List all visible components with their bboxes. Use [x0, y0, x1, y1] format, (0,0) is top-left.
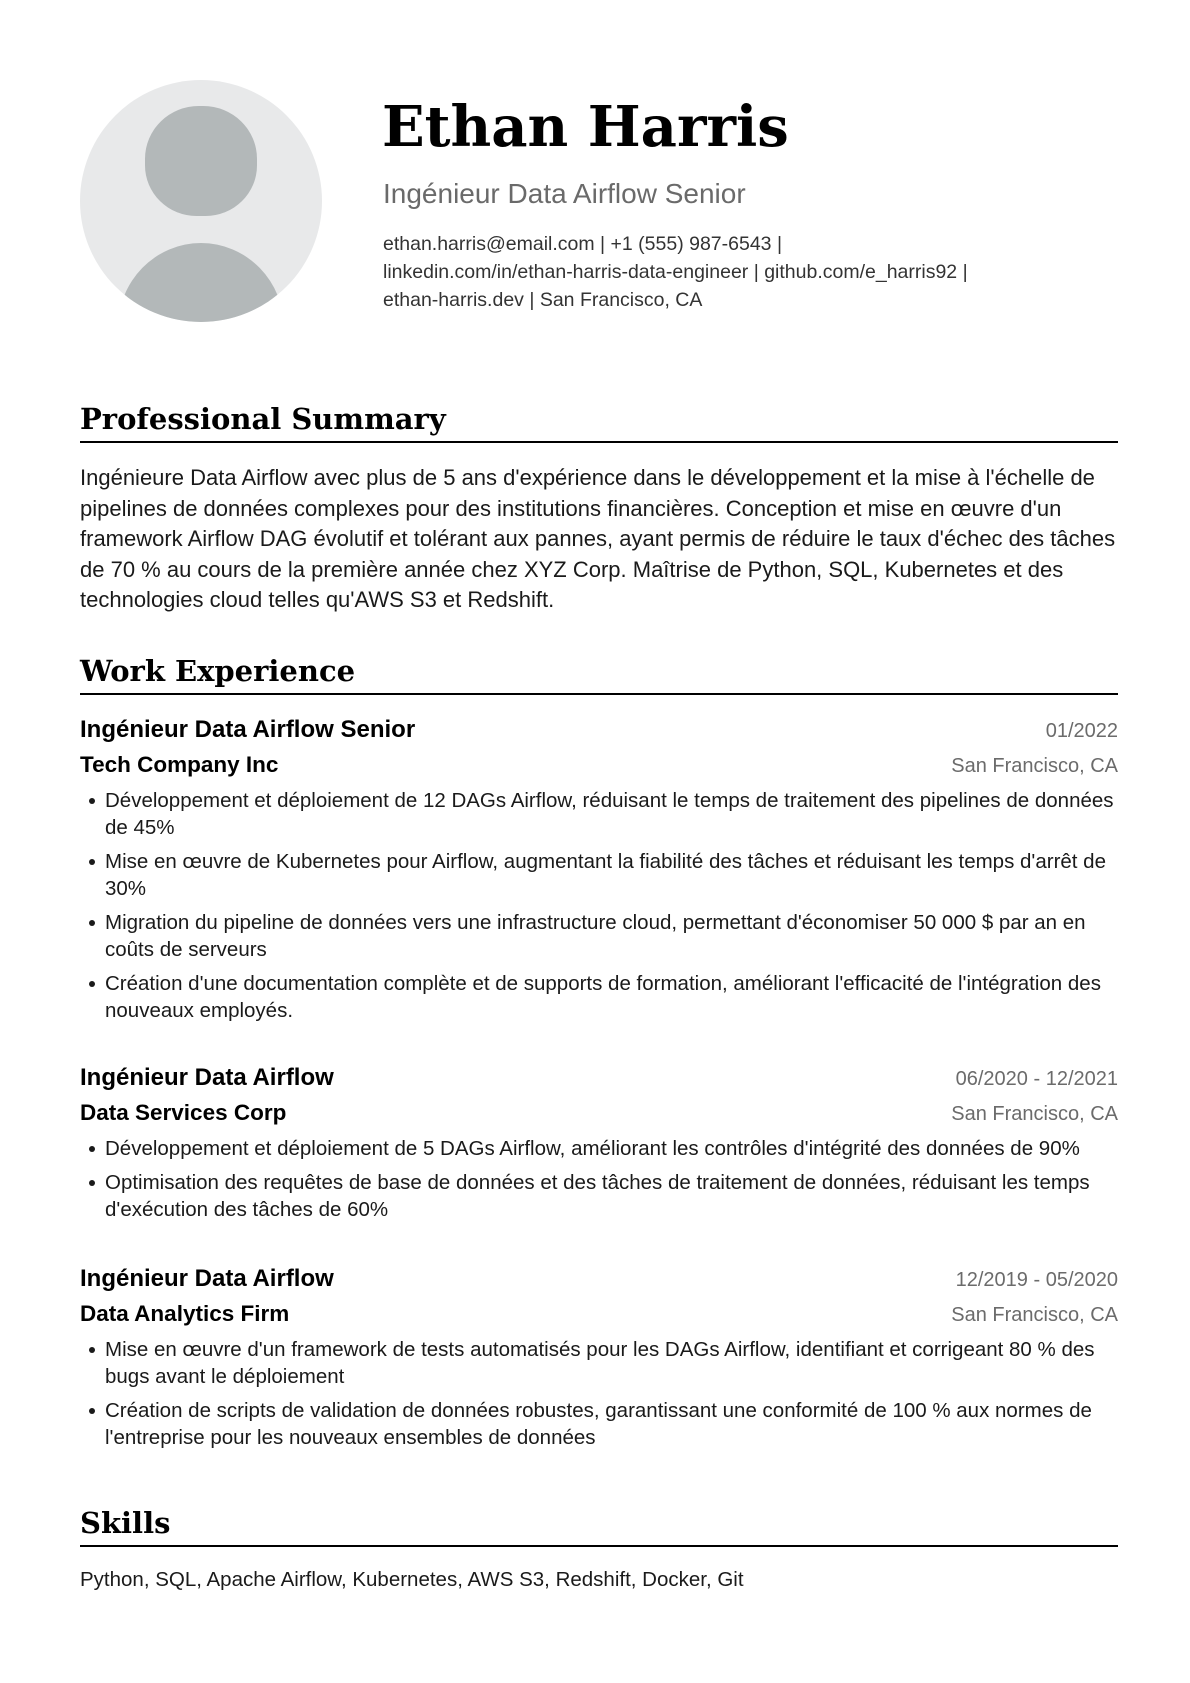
job-company: Data Services Corp [80, 1100, 287, 1125]
bullet-text: Migration du pipeline de données vers une infrastructure cloud, permettant d'économiser 50 000 $ par an en coûts de serveurs [105, 911, 1086, 961]
job-bullets [80, 787, 1118, 1024]
job-location: San Francisco, CA [951, 755, 1118, 777]
bullet-text: Mise en œuvre d'un framework de tests automatisés pour les DAGs Airflow, identifiant et corrigeant 80 % des bugs avant le déploiement [105, 1338, 1095, 1388]
section-heading-skills: Skills [80, 1505, 1118, 1547]
job-entry [80, 1061, 1118, 1230]
list-item [80, 1336, 1118, 1390]
contact-separator: | [771, 233, 783, 255]
list-item [80, 1169, 1118, 1223]
candidate-name: Ethan Harris [382, 94, 789, 160]
job-title: Ingénieur Data Airflow [80, 1064, 334, 1091]
contact-separator: | [523, 289, 540, 311]
job-location: San Francisco, CA [951, 1103, 1118, 1125]
candidate-title: Ingénieur Data Airflow Senior [383, 178, 746, 209]
bullet-text: Développement et déploiement de 5 DAGs Airflow, améliorant les contrôles d'intégrité des données de 90% [105, 1137, 1080, 1160]
bullet-icon [89, 920, 95, 926]
contact-email[interactable]: ethan.harris@email.com [383, 233, 595, 255]
job-title: Ingénieur Data Airflow Senior [80, 716, 416, 743]
contact-github[interactable]: github.com/e_harris92 [764, 261, 958, 283]
job-date: 06/2020 - 12/2021 [955, 1068, 1118, 1090]
bullet-text: Mise en œuvre de Kubernetes pour Airflow, augmentant la fiabilité des tâches et réduisant les temps d'arrêt de 30% [105, 850, 1106, 900]
bullet-icon [89, 981, 95, 987]
job-entry [80, 713, 1118, 1031]
job-bullets [80, 1336, 1118, 1451]
section-heading-summary: Professional Summary [80, 401, 1118, 443]
skills-list: Python, SQL, Apache Airflow, Kubernetes, AWS S3, Redshift, Docker, Git [80, 1568, 744, 1591]
bullet-icon [89, 859, 95, 865]
bullet-text: Création d'une documentation complète et de supports de formation, améliorant l'efficacité de l'intégration des nouveaux employés. [105, 972, 1101, 1022]
avatar-placeholder [80, 80, 322, 322]
contact-separator: | [748, 261, 765, 283]
list-item [80, 970, 1118, 1024]
contact-location: San Francisco, CA [539, 289, 703, 311]
list-item [80, 909, 1118, 963]
bullet-text: Création de scripts de validation de données robustes, garantissant une conformité de 100 % aux normes de l'entreprise pour les nouveaux ensembles de données [105, 1399, 1092, 1449]
contact-info [383, 230, 1083, 314]
job-company: Data Analytics Firm [80, 1301, 290, 1326]
list-item [80, 1135, 1118, 1162]
bullet-icon [89, 1408, 95, 1414]
list-item [80, 848, 1118, 902]
contact-website[interactable]: ethan-harris.dev [383, 289, 524, 311]
bullet-icon [89, 1180, 95, 1186]
contact-separator: | [594, 233, 611, 255]
job-title: Ingénieur Data Airflow [80, 1265, 334, 1292]
bullet-text: Développement et déploiement de 12 DAGs Airflow, réduisant le temps de traitement des pipelines de données de 45% [105, 789, 1114, 839]
bullet-icon [89, 798, 95, 804]
avatar-shoulders-shape [118, 243, 284, 322]
contact-linkedin[interactable]: linkedin.com/in/ethan-harris-data-engineer [383, 261, 749, 283]
contact-separator: | [957, 261, 968, 283]
bullet-icon [89, 1347, 95, 1353]
summary-text: Ingénieure Data Airflow avec plus de 5 ans d'expérience dans le développement et la mise à l'échelle de pipelines de données complexes pour des institutions financières. Conception et mise en œuvre d'un framework Airflow DAG évolutif et tolérant aux pannes, ayant permis de réduire le taux d'échec des tâches de 70 % au cours de la première année chez XYZ Corp. Maîtrise de Python, SQL, Kubernetes et des technologies cloud telles qu'AWS S3 et Redshift. [80, 465, 1116, 612]
bullet-icon [89, 1146, 95, 1152]
job-location: San Francisco, CA [951, 1304, 1118, 1326]
list-item [80, 1397, 1118, 1451]
contact-phone[interactable]: +1 (555) 987-6543 [610, 233, 772, 255]
job-company: Tech Company Inc [80, 752, 279, 777]
bullet-text: Optimisation des requêtes de base de données et des tâches de traitement de données, réduisant les temps d'exécution des tâches de 60% [105, 1171, 1090, 1221]
job-date: 01/2022 [1045, 720, 1118, 742]
list-item [80, 787, 1118, 841]
job-date: 12/2019 - 05/2020 [955, 1269, 1118, 1291]
section-heading-experience: Work Experience [80, 653, 1118, 695]
job-entry [80, 1262, 1118, 1458]
job-bullets [80, 1135, 1118, 1223]
avatar-head-shape [145, 106, 257, 216]
